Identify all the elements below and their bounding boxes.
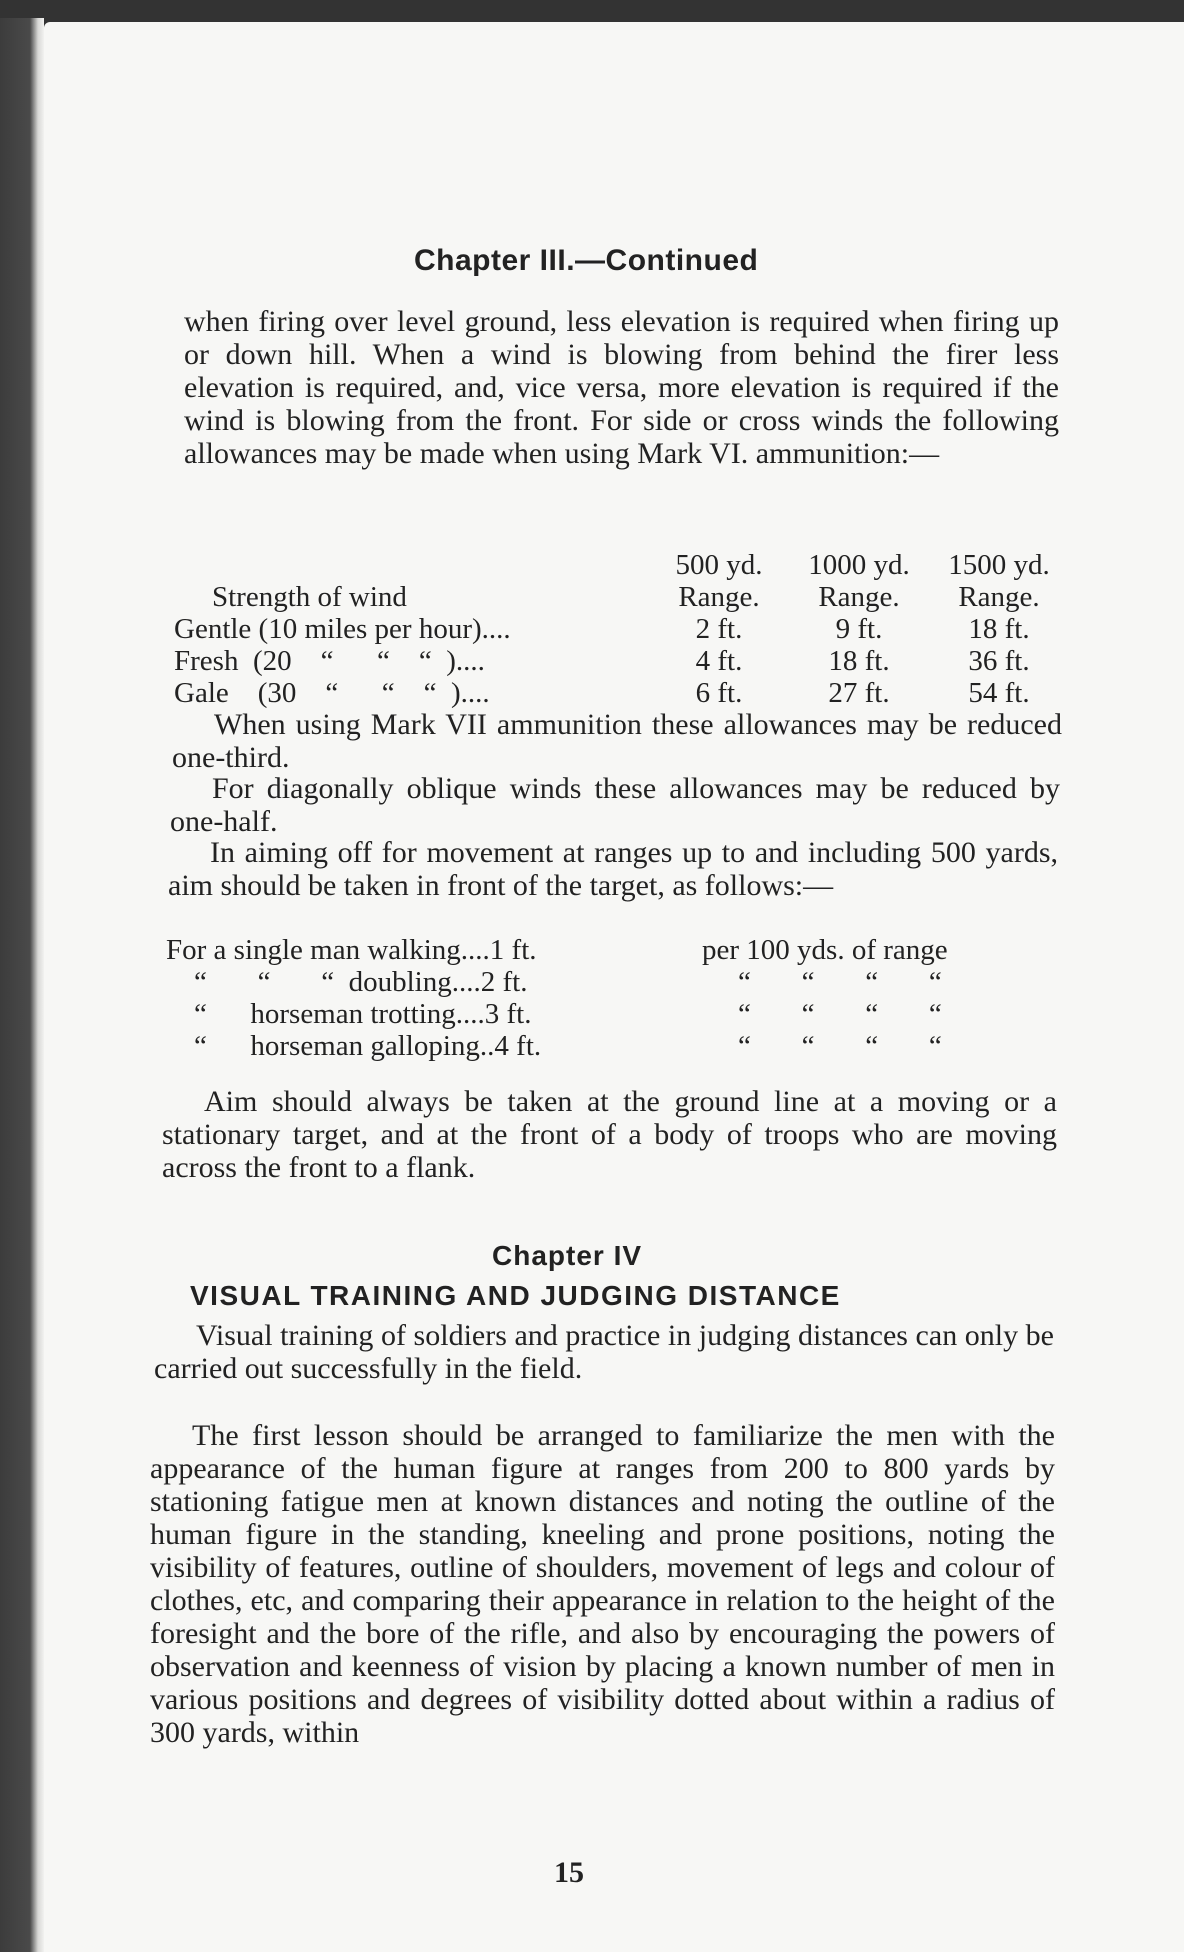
table-row <box>166 998 1066 1030</box>
paragraph-mark-vii: When using Mark VII ammunition these allowances may be reduced one-third. <box>172 708 1062 774</box>
header-cell: Range. <box>958 581 1040 613</box>
table-cell: 18 ft. <box>828 645 890 677</box>
paragraph-visual-training: Visual training of soldiers and practice in judging distances can only be carried out successfully in the field. <box>154 1319 1054 1385</box>
table-cell: 2 ft. <box>695 613 743 645</box>
range-cell: per 100 yds. of range <box>702 934 948 966</box>
table-row <box>174 613 1059 645</box>
movement-cell: “ horseman galloping..4 ft. <box>194 1030 542 1062</box>
wind-strength-cell: Fresh (20 “ “ “ ).... <box>174 645 485 677</box>
paragraph-oblique-winds: For diagonally oblique winds these allowances may be reduced by one-half. <box>170 772 1060 838</box>
wind-allowance-table <box>174 549 1059 709</box>
chapter-heading-continued: Chapter III.—Continued <box>414 244 759 277</box>
left-page-edge <box>0 18 44 1952</box>
header-cell: Range. <box>818 581 900 613</box>
header-cell: 1500 yd. <box>948 549 1050 581</box>
table-header-row <box>174 581 1059 613</box>
range-cell: “ “ “ “ <box>738 1030 942 1062</box>
table-row <box>174 677 1059 709</box>
movement-cell: “ “ “ doubling....2 ft. <box>194 966 528 998</box>
chapter-heading: Chapter IV <box>492 1240 643 1271</box>
header-cell: Strength of wind <box>212 581 407 613</box>
table-row <box>166 966 1066 998</box>
table-cell: 27 ft. <box>828 677 890 709</box>
table-row <box>166 1030 1066 1062</box>
movement-cell: For a single man walking....1 ft. <box>166 934 537 966</box>
table-cell: 36 ft. <box>968 645 1030 677</box>
header-cell: 500 yd. <box>675 549 763 581</box>
paragraph-ground-line: Aim should always be taken at the ground line at a moving or a stationary target, and at the front of a body of troops who are moving across the front to a flank. <box>162 1085 1057 1184</box>
paragraph-aiming-off: In aiming off for movement at ranges up to and including 500 yards, aim should be taken in front of the target, as follows:— <box>168 836 1058 902</box>
chapter-title: VISUAL TRAINING AND JUDGING DISTANCE <box>190 1280 841 1311</box>
paragraph-first-lesson: The first lesson should be arranged to familiarize the men with the appearance of the human figure at ranges from 200 to 800 yards by stationing fatigue men at known distances and noting the outline of the human figure in the standing, kneeling and prone positions, noting the visibility of features, outline of shoulders, movement of legs and colour of clothes, etc, and comparing their appearance in relation to the height of the foresight and the bore of the rifle, and also by encouraging the powers of observation and keenness of vision by placing a known number of men in various positions and degrees of visibility dotted about within a radius of 300 yards, within <box>150 1419 1055 1749</box>
page-number: 15 <box>554 1856 584 1889</box>
header-cell: Range. <box>678 581 760 613</box>
range-cell: “ “ “ “ <box>738 998 942 1030</box>
wind-strength-cell: Gale (30 “ “ “ ).... <box>174 677 490 709</box>
table-cell: 6 ft. <box>695 677 743 709</box>
table-cell: 54 ft. <box>968 677 1030 709</box>
table-cell: 4 ft. <box>695 645 743 677</box>
table-cell: 9 ft. <box>835 613 883 645</box>
table-row <box>174 645 1059 677</box>
range-cell: “ “ “ “ <box>738 966 942 998</box>
movement-cell: “ horseman trotting....3 ft. <box>194 998 532 1030</box>
paragraph-wind-elevation: when firing over level ground, less elevation is required when firing up or down hill. When a wind is blowing from behind the firer less elevation is required, and, vice versa, more elevation is required if the wind is blowing from the front. For side or cross winds the following allowances may be made when using Mark VI. ammunition:— <box>184 305 1059 470</box>
header-cell: 1000 yd. <box>808 549 910 581</box>
table-header-row <box>174 549 1059 581</box>
table-row <box>166 934 1066 966</box>
table-cell: 18 ft. <box>968 613 1030 645</box>
wind-strength-cell: Gentle (10 miles per hour).... <box>174 613 511 645</box>
aim-off-table <box>166 934 1066 1062</box>
page <box>44 22 1184 1952</box>
page-content <box>44 22 1184 1952</box>
